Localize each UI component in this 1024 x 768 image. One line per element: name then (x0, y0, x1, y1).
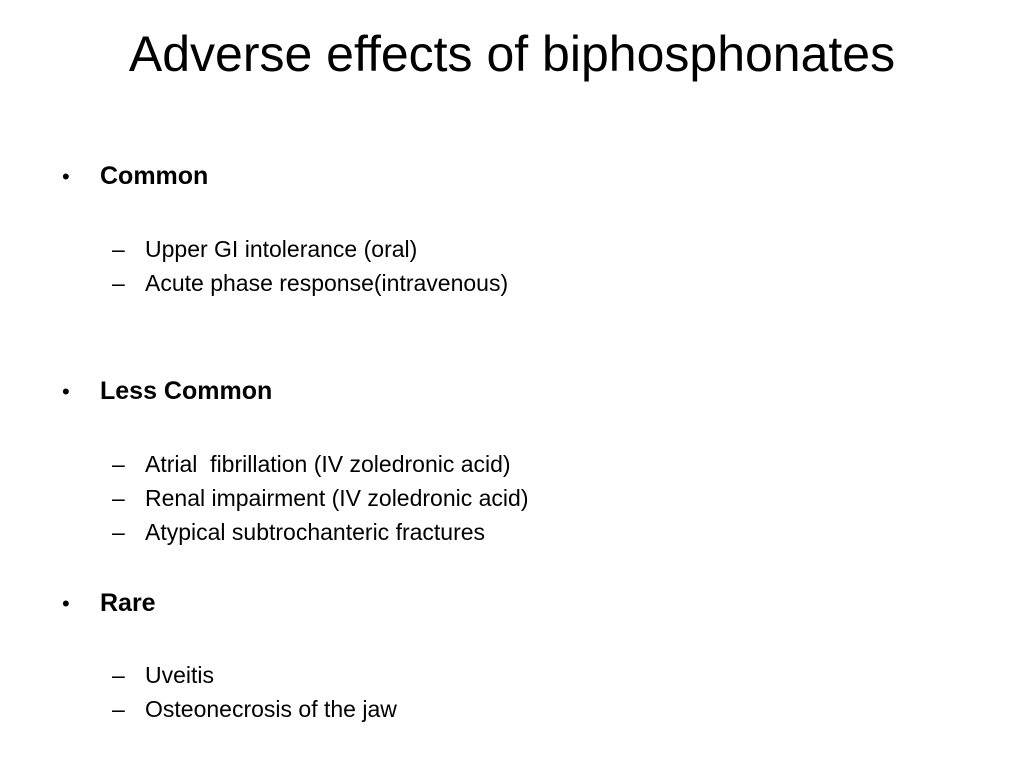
section-heading-rare (62, 587, 156, 620)
list-item-text: Uveitis (145, 662, 215, 688)
list-item (112, 694, 397, 724)
dash-icon: – (112, 451, 125, 477)
bullet-icon: • (62, 591, 70, 616)
list-item-text: Upper GI intolerance (oral) (145, 236, 418, 262)
list-item (112, 449, 511, 479)
list-item-text: Osteonecrosis of the jaw (145, 696, 397, 722)
dash-icon: – (112, 485, 125, 511)
dash-icon: – (112, 696, 125, 722)
list-item-text: Acute phase response(intravenous) (145, 270, 509, 296)
dash-icon: – (112, 236, 125, 262)
section-heading-less-common (62, 375, 272, 408)
list-item-text: Atrial fibrillation (IV zoledronic acid) (145, 451, 511, 477)
list-item (112, 483, 529, 513)
bullet-icon: • (62, 164, 70, 189)
list-item-text: Atypical subtrochanteric fractures (145, 519, 486, 545)
dash-icon: – (112, 662, 125, 688)
dash-icon: – (112, 270, 125, 296)
list-item (112, 268, 508, 298)
list-item (112, 517, 485, 547)
list-item (112, 660, 214, 690)
section-heading-common (62, 160, 208, 193)
list-item-text: Renal impairment (IV zoledronic acid) (145, 485, 529, 511)
section-label: Common (100, 162, 209, 190)
section-label: Less Common (100, 377, 273, 405)
dash-icon: – (112, 519, 125, 545)
list-item (112, 234, 417, 264)
bullet-icon: • (62, 379, 70, 404)
slide-title: Adverse effects of biphosphonates (128, 26, 896, 82)
section-label: Rare (100, 589, 156, 617)
